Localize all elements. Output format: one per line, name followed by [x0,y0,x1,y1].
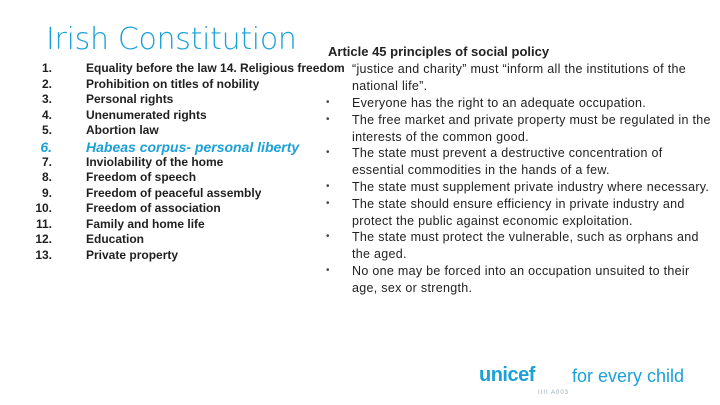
slide-title: Irish Constitution [46,22,297,57]
bullet-icon: • [326,97,330,108]
list-item: 8. Freedom of speech [41,170,197,184]
list-item: 1. [41,61,52,75]
list-item: 13. Private property [35,247,179,262]
list-item: 11. Family and home life [35,216,205,231]
unicef-logo: unicef [479,364,535,386]
list-item: 5. Abortion law [41,123,159,137]
list-item: • The state must prevent a destructive concentration of essential commodities in the hands of a few. [326,146,663,178]
list-item: 2. Prohibition on titles of nobility [41,76,260,91]
bullet-icon: • [326,113,330,125]
article-45-panel [317,61,712,297]
list-item: • The state must supplement private industry where necessary. [326,179,710,194]
list-item: • No one may be forced into an occupation unsuited to their age, sex or strength. [326,263,690,295]
list-item: 10. Freedom of association [35,201,221,215]
list-item: 7. Inviolability of the home [41,154,224,169]
constitution-rights-list [32,61,352,263]
list-item-highlighted: 6. Habeas corpus- personal liberty [40,138,300,155]
list-item: • The state should ensure efficiency in private industry and protect the public against economic exploitation. [326,196,685,228]
principles-list [317,95,712,297]
intro-text: “justice and charity” must “inform all the institutions of the national life”. [352,62,687,93]
bullet-icon: • [326,264,330,276]
list-item: 9. Freedom of peaceful assembly [41,185,262,200]
list-item: 12. Education [35,232,145,246]
bullet-icon: • [326,197,330,209]
bullet-icon: • [326,147,330,159]
list-item: • Everyone has the right to an adequate occupation. [326,96,647,110]
list-item-1-text: Equality before the law 14. Religious freedom [86,61,345,75]
tagline: for every child [572,366,685,386]
list-item: 3. Personal rights [41,92,174,106]
list-item: • The state must protect the vulnerable, such as orphans and the aged. [326,230,699,262]
list-item: 4. Unenumerated rights [41,107,207,122]
article-subtitle: Article 45 principles of social policy [328,44,550,59]
bullet-icon: • [326,180,330,192]
list-item: • The free market and private property must be regulated in the interests of the common good. [326,112,711,144]
bullet-icon: • [326,231,330,243]
footer-code: IIII A003 [538,390,570,396]
